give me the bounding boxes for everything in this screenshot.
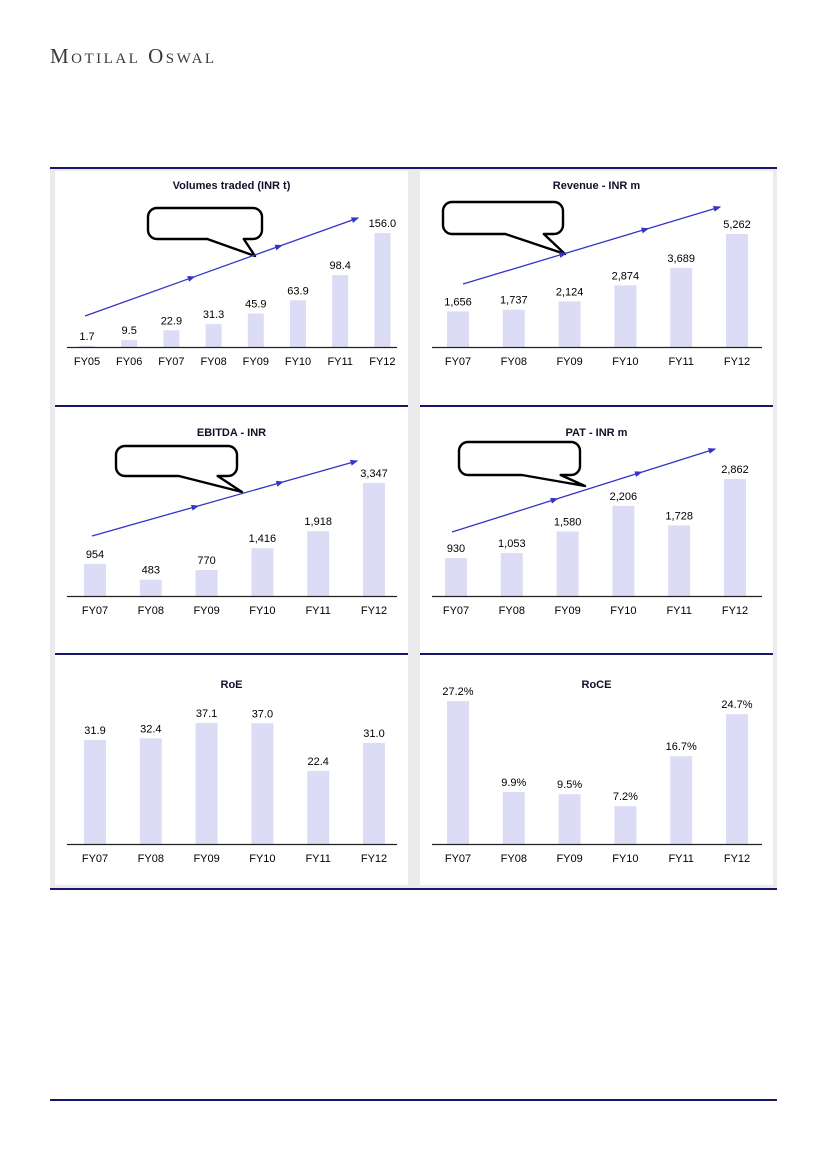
chart-roe [55,655,408,885]
bar-value-label: 1,053 [498,538,526,550]
bar [84,564,106,596]
bar [196,723,218,844]
category-labels [445,356,750,368]
panel-bottom-border [50,888,777,890]
bar-value-label: 483 [141,564,160,577]
bar-value-label: 7.2% [612,791,638,804]
bar [206,324,222,347]
bar [196,570,218,596]
bar-value-label: 9.5% [557,779,583,792]
bar-value-label: 1.7 [79,330,95,343]
chart-roce [420,655,773,885]
bar-plot [55,407,408,655]
category-label: FY07 [444,356,472,368]
callout-bubble [459,442,585,486]
bar-value-label: 98.4 [329,260,351,273]
bar [445,558,467,596]
bar [251,548,273,596]
bar-value-label: 1,416 [248,533,277,546]
bar [307,771,329,844]
bar-value-label: 3,689 [667,252,695,265]
bar-value-label: 32.4 [140,723,162,736]
category-label: FY08 [200,356,227,368]
category-label: FY11 [668,853,694,865]
bar [121,340,137,347]
bar [614,285,636,347]
category-labels [74,356,396,368]
category-labels [82,853,387,865]
bar [363,743,385,844]
bar-value-label: 5,262 [723,219,751,231]
bar [447,701,469,844]
bar [140,580,162,596]
category-label: FY07 [158,356,185,368]
category-label: FY12 [723,853,751,865]
bar-value-label: 45.9 [245,298,267,311]
chart-title: EBITDA - INR [196,427,267,439]
bar [84,740,106,844]
category-label: FY09 [193,853,220,865]
category-label: FY09 [556,853,583,865]
bar-value-label: 31.3 [202,309,225,322]
bar-value-label: 1,918 [304,516,332,529]
callout-bubble [116,446,242,492]
category-label: FY07 [442,605,470,617]
value-labels [442,686,752,803]
bar-value-label: 3,347 [360,468,388,480]
bar-value-label: 1,656 [444,296,472,309]
category-label: FY10 [284,356,312,368]
bar-value-label: 27.2% [442,686,474,698]
category-label: FY08 [498,605,525,617]
value-labels [86,468,388,577]
bars-group [447,701,748,844]
bar-value-label: 1,728 [665,510,693,523]
bar [501,553,523,596]
chart-revenue [420,171,773,407]
bar-value-label: 2,874 [611,270,640,283]
chart-title: RoCE [581,679,612,691]
bar [670,268,692,347]
bar [248,314,264,348]
category-label: FY11 [305,853,331,865]
category-label: FY12 [360,605,388,617]
category-label: FY06 [116,356,143,368]
chart-title: Volumes traded (INR t) [172,180,291,192]
bar-value-label: 2,862 [721,464,749,476]
chart-title: Revenue - INR m [552,180,641,192]
bar-value-label: 16.7% [665,741,697,754]
category-label: FY10 [612,853,639,865]
category-label: FY10 [249,605,276,617]
bar-value-label: 31.0 [363,727,385,740]
bar-value-label: 770 [197,555,216,567]
bar [140,738,162,844]
category-label: FY08 [500,356,527,368]
value-labels [447,464,749,555]
bar [332,275,348,347]
bar [557,531,579,596]
category-label: FY08 [137,853,164,865]
chart-volumes-traded [55,171,408,407]
category-label: FY11 [668,356,694,368]
bars-group [84,483,385,596]
bar [726,714,748,844]
category-label: FY09 [554,605,581,617]
bar-plot [420,407,773,655]
bar [79,346,95,347]
bar-plot [420,171,773,407]
bar-value-label: 1,580 [553,516,582,529]
category-label: FY12 [360,853,388,865]
chart-title: PAT - INR m [565,427,628,439]
value-labels [84,708,384,768]
category-label: FY11 [305,605,331,617]
bar-value-label: 930 [446,543,466,555]
bars-group [84,723,385,844]
category-label: FY07 [81,605,109,617]
category-labels [445,853,750,865]
bar [612,506,634,596]
bar-value-label: 9.5 [121,325,137,338]
callout-bubble [443,202,565,254]
bar-value-label: 63.9 [287,285,309,298]
footer-divider [50,1099,777,1101]
bar [614,806,636,844]
brand-wordmark: Motilal Oswal [50,44,217,68]
bar-value-label: 24.7% [721,699,753,712]
bar [724,479,746,596]
category-label: FY09 [556,356,583,368]
bars-group [445,479,746,596]
bar-value-label: 37.1 [195,708,218,720]
charts-panel [50,167,777,890]
chart-ebitda [55,407,408,655]
category-label: FY08 [137,605,164,617]
bar [447,311,469,347]
category-label: FY11 [327,356,353,368]
bars-group [447,234,748,347]
bar [163,330,179,347]
panel-top-border [50,167,777,169]
bar [726,234,748,347]
bar-value-label: 22.9 [160,315,183,328]
bar-value-label: 22.4 [307,755,329,768]
chart-title: RoE [220,679,243,691]
bar-value-label: 2,124 [555,286,584,299]
bar-value-label: 1,737 [500,294,528,307]
category-label: FY12 [723,356,751,368]
category-label: FY10 [610,605,637,617]
category-label: FY09 [242,356,269,368]
category-label: FY07 [81,853,109,865]
bar [670,756,692,844]
bar [503,792,525,844]
bar-value-label: 156.0 [368,218,397,230]
category-label: FY07 [444,853,472,865]
bar [290,300,306,347]
bar-value-label: 954 [85,548,105,561]
category-label: FY10 [249,853,276,865]
bar [559,794,581,844]
bar [374,233,390,347]
category-label: FY05 [73,356,101,368]
bar [559,301,581,347]
bar-plot [55,171,408,407]
category-label: FY10 [612,356,639,368]
callout-bubble [148,208,262,256]
chart-pat [420,407,773,655]
category-labels [82,605,387,617]
bar [668,525,690,596]
category-label: FY11 [666,605,692,617]
category-label: FY12 [369,356,396,368]
bar-value-label: 9.9% [501,777,527,789]
bar-value-label: 2,206 [609,490,638,503]
bar [251,723,273,844]
bar [363,483,385,596]
bar-value-label: 31.9 [84,725,106,737]
category-label: FY09 [193,605,220,617]
category-label: FY08 [500,853,527,865]
bar-value-label: 37.0 [251,708,274,721]
category-labels [443,605,748,617]
bar [307,531,329,596]
category-label: FY12 [721,605,749,617]
bar [503,310,525,347]
